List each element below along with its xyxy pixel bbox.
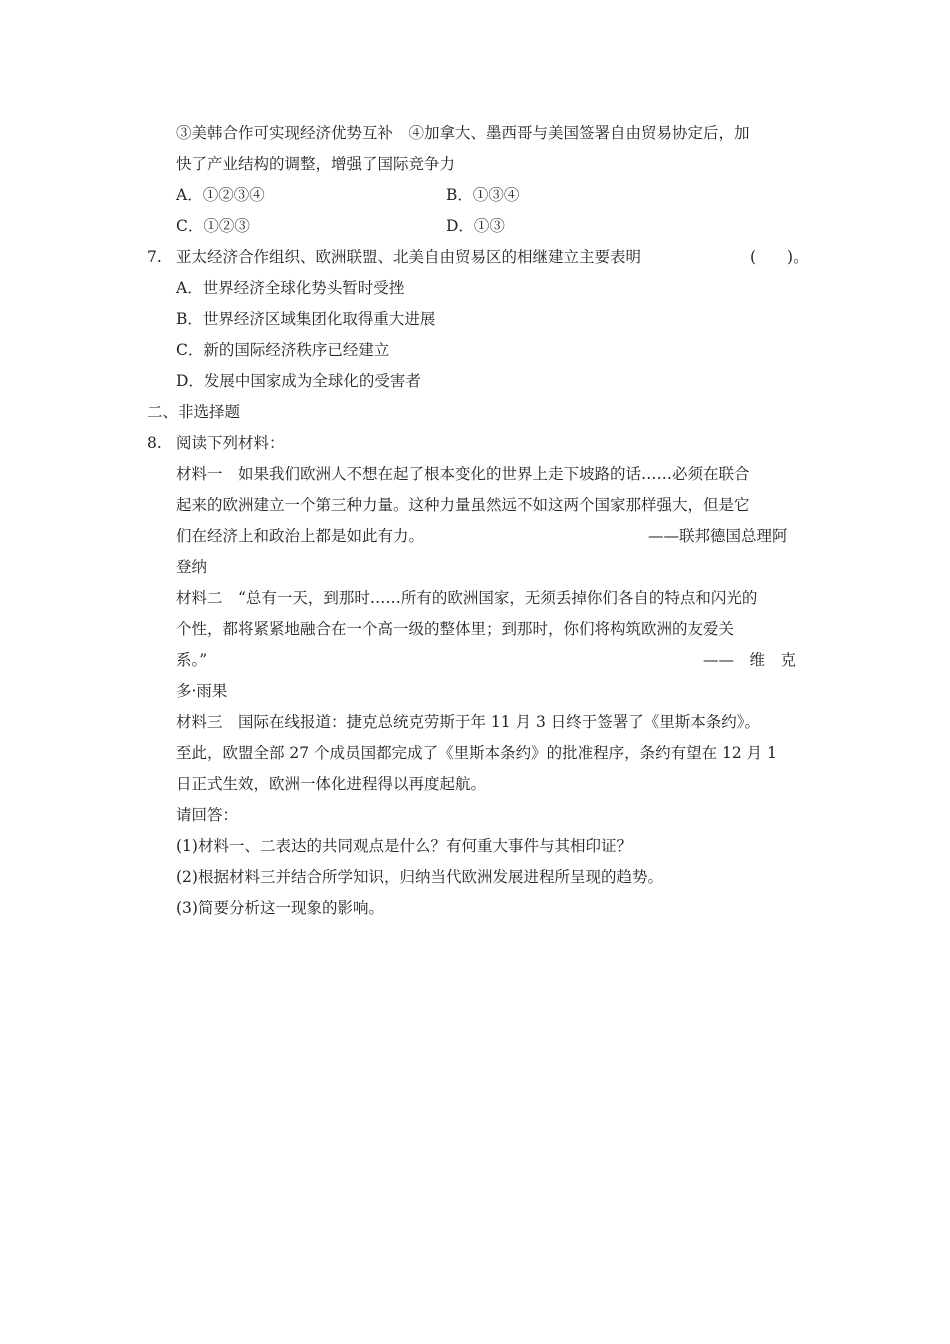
material-3-line-1: 材料三 国际在线报道：捷克总统克劳斯于年 11 月 3 日终于签署了《里斯本条约》。 [176, 713, 761, 731]
q7-option-a: A．世界经济全球化势头暂时受挫 [176, 279, 405, 297]
q6-option-d: D．①③ [446, 217, 505, 235]
q8-subquestion-1: (1)材料一、二表达的共同观点是什么？有何重大事件与其相印证？ [176, 837, 632, 855]
q7-option-c: C．新的国际经济秩序已经建立 [176, 341, 390, 359]
material-3-line-3: 日正式生效，欧洲一体化进程得以再度起航。 [176, 775, 487, 793]
q6-continuation-line-1: ③美韩合作可实现经济优势互补 ④加拿大、墨西哥与美国签署自由贸易协定后，加 [176, 124, 750, 142]
q8-ask: 请回答： [176, 806, 239, 824]
material-2-line-2: 个性，都将紧紧地融合在一个高一级的整体里；到那时，你们将构筑欧洲的友爱关 [176, 620, 735, 638]
material-2-line-3: 系。” [176, 651, 208, 669]
material-2-source-cont: 多·雨果 [176, 682, 228, 700]
q6-option-b: B．①③④ [446, 186, 520, 204]
q7-answer-blank: ( )。 [750, 248, 809, 266]
material-2-source: —— 维 克 [703, 651, 797, 669]
material-1-source-cont: 登纳 [176, 558, 208, 576]
q6-option-a: A．①②③④ [176, 186, 265, 204]
section-title: 二、非选择题 [147, 403, 241, 421]
q7-option-d: D．发展中国家成为全球化的受害者 [176, 372, 421, 390]
q6-continuation-line-2: 快了产业结构的调整，增强了国际竞争力 [176, 155, 456, 173]
q7-option-b: B．世界经济区域集团化取得重大进展 [176, 310, 436, 328]
material-1-source: ——联邦德国总理阿 [648, 527, 788, 545]
material-1-line-3: 们在经济上和政治上都是如此有力。 [176, 527, 425, 545]
q8-intro: 阅读下列材料： [176, 434, 285, 452]
q8-number: 8. [147, 434, 162, 452]
q8-subquestion-2: (2)根据材料三并结合所学知识，归纳当代欧洲发展进程所呈现的趋势。 [176, 868, 663, 886]
material-2-line-1: 材料二 “总有一天，到那时……所有的欧洲国家，无须丢掉你们各自的特点和闪光的 [176, 589, 758, 607]
material-1-line-1: 材料一 如果我们欧洲人不想在起了根本变化的世界上走下坡路的话……必须在联合 [176, 465, 750, 483]
material-1-line-2: 起来的欧洲建立一个第三种力量。这种力量虽然远不如这两个国家那样强大，但是它 [176, 496, 750, 514]
q7-stem: 亚太经济合作组织、欧洲联盟、北美自由贸易区的相继建立主要表明 [176, 248, 642, 266]
material-3-line-2: 至此，欧盟全部 27 个成员国都完成了《里斯本条约》的批准程序，条约有望在 12 月 1 [176, 744, 777, 762]
q6-option-c: C．①②③ [176, 217, 250, 235]
q7-number: 7. [147, 248, 162, 266]
q8-subquestion-3: (3)简要分析这一现象的影响。 [176, 899, 384, 917]
